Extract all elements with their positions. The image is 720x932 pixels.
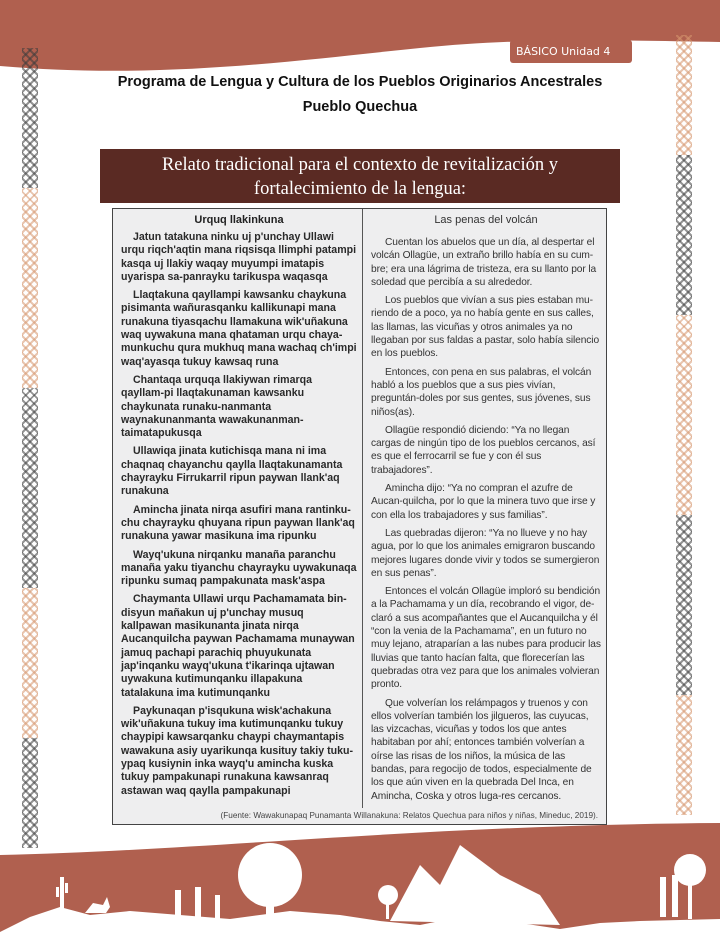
- spanish-paragraph: Entonces, con pena en sus palabras, el volcán habló a los pueblos que a sus pies vivían, preguntán-doles por sus gentes, sus jóvenes, sus niños(as).: [371, 366, 592, 418]
- people-title: Pueblo Quechua: [302, 99, 418, 115]
- unit-badge: BÁSICO Unidad 4: [510, 40, 632, 63]
- spanish-paragraph: Los pueblos que vivían a sus pies estaban mu-riendo de a poco, ya no había gente en sus calles, las llamas, las vicuñas y otros animales ya no llegaban por sus faldas a pastar, solo había silencio en los pueblos.: [371, 295, 600, 360]
- spanish-paragraph: Ollagüe respondió diciendo: “Ya no llegan cargas de ningún tipo de los pueblos cercanos, así es que el ferrocarril se fue y con él sus trabajadores”.: [371, 424, 596, 476]
- quechua-paragraph: Ullawiqa jinata kutichisqa mana ni ima chaqnaq chayanchu qaylla llaqtakunamanta chayrayku Firrukarril ripun paywan llank'aq runakuna: [121, 445, 343, 498]
- section-banner: [100, 149, 620, 203]
- quechua-paragraph: Paykunaqan p'isqukuna wisk'achakuna wik'uñakuna tukuy ima kutimunqanku tukuy chaypipi kawsarqanku chaypi chaymantapis wawakuna asiy uyarikunqa kusituy takiy tuku-ypaq kusiynin inka wayq'u amincha kuska tukuy pampakunapi runakuna kawsanraq astawan waq qaylla pampakunapi: [121, 704, 353, 797]
- spanish-title: Las penas del volcán: [434, 214, 538, 226]
- quechua-title: Urquq llakinkuna: [194, 214, 284, 226]
- program-title: Programa de Lengua y Cultura de los Pueblos Originarios Ancestrales: [117, 74, 603, 90]
- spanish-paragraph: Amincha dijo: “Ya no compran el azufre de Aucan-quilcha, por lo que la minera tuvo que irse y con ella los trabajadores y sus familias”.: [371, 483, 596, 521]
- story-panel: [112, 208, 607, 825]
- left-border-pattern: [22, 188, 38, 388]
- right-border-pattern: [676, 515, 692, 695]
- right-border-pattern: [676, 315, 692, 515]
- quechua-paragraph: Wayq'ukuna nirqanku manaña paranchu manaña yaku tiyanchu chayrayku uywakunaqa ripunku sumaq pampakunata mask'aspa: [121, 548, 357, 588]
- quechua-paragraph: Chantaqa urquqa llakiywan rimarqa qayllam-pi llaqtakunaman kawsanku chaykunata runaku-nanmanta waynakunanmanta wawakunanman-taimatapukusqa: [121, 373, 312, 440]
- banner-line-2: fortalecimiento de la lengua:: [253, 179, 467, 199]
- spanish-paragraph: Que volverían los relámpagos y truenos y con ellos volverían también los jilgueros, las cuyucas, las vizcachas, vicuñas y todos los que antes habitaban por ahí; entonces también volverían a oírse las risas de los niños, la música de las bandas, para regocijo de todos, especialmente de los que aún viven en la quebrada Del Inca, en Amincha, Coska y otros luga-res cercanos.: [371, 697, 592, 802]
- quechua-column: [113, 209, 363, 808]
- left-border-pattern: [22, 388, 38, 588]
- right-border-pattern: [676, 695, 692, 815]
- right-border-pattern: [676, 155, 692, 315]
- left-border-pattern: [22, 588, 38, 738]
- spanish-column: [363, 209, 606, 808]
- quechua-paragraph: Llaqtakuna qayllampi kawsanku chaykuna pisimanta wañurasqanku kallikunapi mana runakuna tiyasqachu llamakuna wik'uñakuna waq uywakuna mana qhataman urqu chaya-munkuchu qura mukhuq mana wachaq ch'impi waq'ayasqa tukuy kawsaq runa: [121, 289, 357, 368]
- spanish-paragraph: Entonces el volcán Ollagüe imploró su bendición a la Pachamama y un día, recobrando el vigor, de-claró a sus acompañantes que el Aucanquilcha y él “con la venia de la Pachamama”, en un futuro no muy lejano, atraparían a las nubes para producir las lluvias que tanto hacían falta, que florecerían las quebradas otra vez para que los animales volvieran pronto.: [371, 586, 601, 691]
- source-citation: (Fuente: Wawakunapaq Punamanta Willanakuna: Relatos Quechua para niños y niñas, Mineduc, 2019).: [220, 810, 598, 820]
- quechua-paragraph: Amincha jinata nirqa asufiri mana rantinku-chu chayrayku qhuyana ripun paywan llank'aq runakuna yawar masikuna ima ripunku: [121, 503, 355, 543]
- banner-line-1: Relato tradicional para el contexto de revitalización y: [161, 155, 559, 175]
- spanish-paragraph: Cuentan los abuelos que un día, al despertar el volcán Ollagüe, un extraño brillo había en su cum-bre; era una lágrima de tristeza, era su llanto por la soledad que percibía a su alrededor.: [371, 237, 597, 288]
- quechua-paragraph: Jatun tatakuna ninku uj p'unchay Ullawi urqu riqch'aqtin mana riqsisqa llimphi patampi kasqa uj llakiy waqay muyumpi imatapis uyarispa sa-panrayku tarikuspa waqasqa: [121, 231, 357, 283]
- left-border-pattern: [22, 48, 38, 188]
- spanish-paragraph: Las quebradas dijeron: “Ya no llueve y no hay agua, por lo que los animales emigraron buscando mejores lugares donde vivir y todos se sumergieron en sus penas”.: [371, 527, 600, 579]
- right-border-pattern: [676, 35, 692, 155]
- footer-landscape-illustration: [0, 815, 720, 932]
- quechua-paragraph: Chaymanta Ullawi urqu Pachamamata bin-disyun mañakun uj p'unchay musuq kallpawan masikunanta jinata nirqa Aucanquilcha paywan Pachamama munaywan jamuq pachapi parachiq phuyukunata jap'inqanku wayq'ukuna t'ikarinqa ujtawan uywakuna kutimunqanku illapakuna tatalakuna ima kutimunqanku: [121, 593, 355, 699]
